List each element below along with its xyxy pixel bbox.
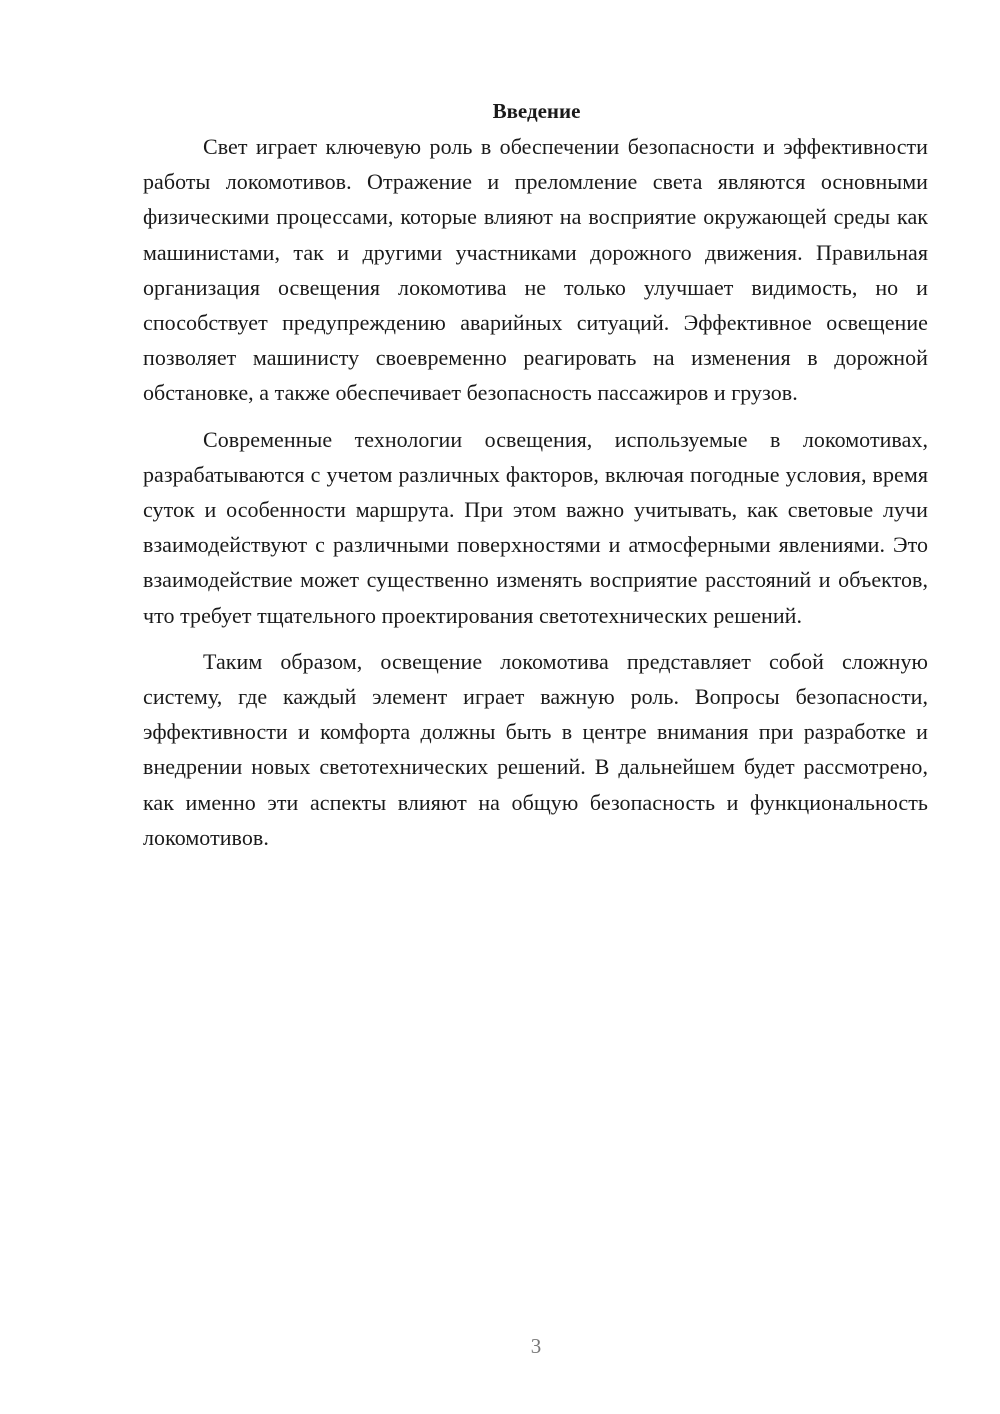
paragraph-3: Таким образом, освещение локомотива представляет собой сложную систему, где каждый элемент играет важную роль. Вопросы безопасности, эффективности и комфорта должны быть в центре внимания при разработке и внедрении новых светотехнических решений. В дальнейшем будет рассмотрено, как именно эти аспекты влияют на общую безопасность и функциональность локомотивов.	[143, 648, 928, 850]
section-heading: Введение	[492, 99, 581, 123]
page-number: 3	[530, 1334, 542, 1358]
paragraph-2: Современные технологии освещения, используемые в локомотивах, разрабатываются с учетом различных факторов, включая погодные условия, время суток и особенности маршрута. При этом важно учитывать, как световые лучи взаимодействуют с различными поверхностями и атмосферными явлениями. Это взаимодействие может существенно изменять восприятие расстояний и объектов, что требует тщательного проектирования светотехнических решений.	[143, 426, 928, 628]
page-content	[143, 94, 928, 855]
paragraph-1: Свет играет ключевую роль в обеспечении безопасности и эффективности работы локомотивов. Отражение и преломление света являются основными физическими процессами, которые влияют на восприятие окружающей среды как машинистами, так и другими участниками дорожного движения. Правильная организация освещения локомотива не только улучшает видимость, но и способствует предупреждению аварийных ситуаций. Эффективное освещение позволяет машинисту своевременно реагировать на изменения в дорожной обстановке, а также обеспечивает безопасность пассажиров и грузов.	[143, 134, 928, 406]
